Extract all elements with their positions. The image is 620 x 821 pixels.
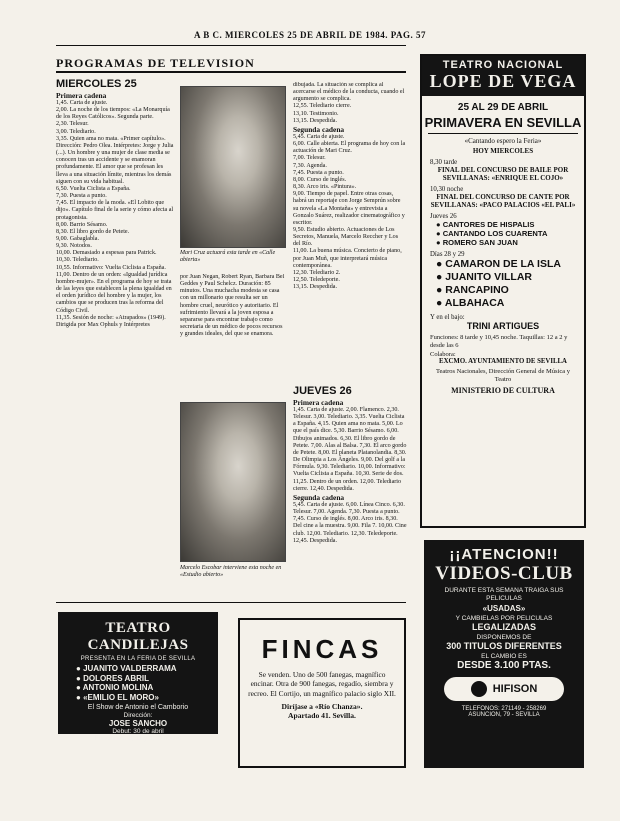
ad-line: DISPONEMOS DE: [476, 634, 532, 641]
ad-line: DURANTE ESTA SEMANA TRAIGA SUS PELICULAS: [444, 587, 564, 602]
brand-logo: [444, 677, 564, 701]
show-subtitle: «Cantando espero la Feria»: [464, 137, 542, 145]
day-title: JUEVES 26: [293, 385, 352, 397]
theater-label: TEATRO NACIONAL: [442, 59, 564, 71]
schedule: Funciones: 8 tarde y 10,45 noche. Taquillas: 12 a 2 y desde las 6: [430, 334, 568, 349]
ad-videos-club: [424, 540, 584, 768]
ad-dates: 25 AL 29 DE ABRIL: [457, 102, 549, 113]
debut-date: Debut: 30 de abril: [112, 728, 164, 735]
artist-item: ● RANCAPINO: [436, 284, 509, 296]
artist-item: ● JUANITO VILLAR: [436, 271, 532, 283]
listing: 8,00. Curso de inglés.: [293, 176, 347, 183]
collab-city: EXCMO. AYUNTAMIENTO DE SEVILLA: [439, 358, 567, 365]
ad-title: VIDEOS-CLUB: [435, 563, 573, 584]
listing: 12,50. Teledeporte.: [293, 277, 340, 284]
artist-item: ● ROMERO SAN JUAN: [436, 238, 518, 247]
brand-logo-icon: [471, 681, 487, 697]
ad-attention: ¡¡ATENCION!!: [449, 546, 559, 563]
bass-label: Y en el bajo:: [430, 314, 465, 321]
listing: 13,10. Testimonio.: [293, 110, 339, 117]
final-dance: FINAL DEL CONCURSO DE BAILE POR SEVILLANAS: «ENRIQUE EL COJO»: [437, 166, 569, 182]
time-label: 10,30 noche: [430, 186, 464, 193]
channel-title: Segunda cadena: [293, 124, 345, 134]
listing: 7,30. Agenda.: [293, 162, 327, 169]
photo-marcelo-escobar: [180, 402, 286, 562]
channel-title: Primera cadena: [293, 398, 344, 407]
artist-item: ● DOLORES ABRIL: [76, 673, 149, 683]
photo-caption: Mari Cruz actuará esta tarde en «Calle abierta»: [180, 250, 276, 264]
listing: 11,00. La buena música. Concierto de piano, por Juan Muñ, que interpretará música contemporánea.: [293, 248, 402, 269]
listing: 7,00. Telesur.: [293, 155, 326, 162]
tv-column-2-mid: [180, 274, 286, 394]
channel-title: Segunda cadena: [293, 492, 345, 502]
ad-fincas: [238, 618, 406, 768]
listing: 10,30. Telediario.: [56, 257, 99, 264]
director-name: JOSE SANCHO: [108, 719, 168, 728]
photo-caption: Marcelo Escobar interviene esta noche en «Estudio abierto»: [180, 565, 282, 579]
ad-line: EL CAMBIO ES: [481, 653, 527, 660]
today-label: HOY MIERCOLES: [472, 147, 534, 155]
ad-teatro-candilejas: [58, 612, 218, 742]
listing: 1,45. Carta de ajuste. 2,00. Flamenco. 2,30. Telesur. 3,00. Telediario. 3,35. Vuelta Ciclista a España. 4,15. Quien ama no mata. 5,00. Lo que el país dice. 5,30. Barrio Sésamo. 6,00. Dibujos animados. 6,30. El libro gordo de Petete. 7,00. Alas al Balsa. 7,30. El arco gordo de Petete. 8,00. El planeta Platanolandia. 8,30. De Olimpia a Los Ángeles. 9,00. Del golf a la Fórmula. 9,30. Telediario. 10,00. Informativo: Vuelta Ciclista a España. 10,30. Serie de dos. 11,25. Dentro de un orden. 12,00. Telediario cierre. 12,40. Despedida.: [293, 407, 407, 492]
tv-column-1: [56, 78, 174, 638]
photo-mari-cruz: [180, 86, 286, 248]
artist-item: ● ALBAHACA: [436, 297, 505, 309]
day-label: Jueves 26: [430, 213, 457, 220]
show-times: Funciones: 8, 11 y 1,30 noche: [94, 735, 182, 742]
final-song: FINAL DEL CONCURSO DE CANTE POR SEVILLANAS: «PACO PALACIOS «EL PALI»: [430, 193, 576, 209]
ad-phone: TELEFONOS: 271149 - 258269: [461, 706, 547, 712]
ad-price: DESDE 3.100 PTAS.: [457, 660, 551, 671]
ad-body: Se venden. Uno de 500 fanegas, magnífico encinar. Otra de 900 fanegas, regadío, siembra y recreo. El Cortijo, un magnífico palacio siglo XII.: [248, 670, 396, 698]
collab-label: Colabora:: [430, 351, 456, 358]
page-header: A B C. MIERCOLES 25 DE ABRIL DE 1984. PAG. 57: [193, 30, 427, 40]
show-title: PRIMAVERA EN SEVILLA: [424, 115, 582, 130]
ad-address: ASUNCION, 79 - SEVILLA: [468, 712, 540, 718]
listing: 12,55. Telediario cierre.: [293, 103, 352, 110]
listing: 2,00. La noche de los tiempos: «La Monarquía de los Reyes Católicos». Segunda parte.: [56, 107, 170, 121]
day-title: MIERCOLES 25: [56, 78, 137, 90]
ad-legal: LEGALIZADAS: [472, 622, 536, 632]
listing: 10,55. Informativo: Vuelta Ciclista a España.: [56, 264, 166, 271]
theater-name: LOPE DE VEGA: [429, 71, 577, 91]
ad-used: «USADAS»: [482, 604, 526, 613]
listing: 8,30. Arco iris. «Pintura».: [293, 184, 357, 191]
listing: 7,45. Puesta a punto.: [293, 169, 344, 176]
listing: 8,30. El libro gordo de Petete.: [56, 228, 130, 235]
listing: 5,45. Carta de ajuste.: [293, 133, 345, 140]
ad-contact: Diríjase a «Río Chanza».: [281, 702, 363, 712]
artist-item: ● CANTORES DE HISPALIS: [436, 220, 535, 229]
ad-presents: PRESENTA EN LA FERIA DE SEVILLA: [80, 656, 196, 662]
listing: 8,00. Barrio Sésamo.: [56, 221, 108, 228]
listing: 9,00. Gabaglabla.: [56, 235, 99, 242]
artist-item: ● CAMARON DE LA ISLA: [436, 258, 561, 270]
listing: 11,35. Sesión de noche: «Atrapados» (1949). Dirigida por Max Ophuls y Intérpretes: [56, 314, 166, 328]
artist-item: ● «EMILIO EL MORO»: [76, 692, 159, 702]
listing: por Juan Negan, Robert Ryan, Barbara Bel Geddes y Paul Schelcz. Duración: 85 minutos. Una muchacha modesta se casa con un millonario que resulta ser un hombre cruel, neurótico y autoritario. El sufrimiento llevará a la joven esposa a separarse para encontrar trabajo como secretaria de un médico de pocos recursos y grandes ideales, del que se enamora.: [180, 274, 285, 338]
section-rule: [56, 71, 406, 73]
listing: dibujada. La situación se complica al acercarse el médico de la conducta, cuando el argumento se complica.: [293, 82, 405, 103]
ad-titles: 300 TITULOS DIFERENTES: [446, 641, 562, 651]
time-label: 8,30 tarde: [430, 159, 458, 166]
listing: 7,30. Puesta a punto.: [56, 193, 107, 200]
artist-name: TRINI ARTIGUES: [466, 321, 540, 331]
listing: 13,15. Despedida.: [293, 284, 338, 291]
collab-theaters: Teatros Nacionales, Dirección General de Música y Teatro: [435, 368, 570, 383]
listing: 3,00. Telediario.: [56, 128, 96, 135]
listing: 13,15. Despedida.: [293, 117, 338, 124]
artist-item: ● CANTANDO LOS CUARENTA: [436, 229, 548, 238]
ministry: MINISTERIO DE CULTURA: [451, 386, 555, 395]
ad-line: Y CAMBIELAS POR PELICULAS: [455, 615, 553, 622]
tv-column-3: [293, 82, 407, 382]
brand-name: HIFISON: [492, 683, 538, 695]
ad-address: Apartado 41. Sevilla.: [288, 711, 356, 721]
listing: 11,00. Dentro de un orden: «Igualdad jurídica hombre-mujer». En el programa de hoy se trata de las leyes que establecen la plena igualdad en el orden jurídico del hombre y la mujer, los cambios que se producen tras la reforma del Código Civil.: [56, 271, 172, 314]
show-name: El Show de Antonio el Camborio: [87, 704, 189, 711]
artist-item: ● ANTONIO MOLINA: [76, 683, 154, 692]
header-rule: [56, 45, 406, 46]
listing: 2,30. Telesur.: [56, 121, 89, 128]
listing: 10,00. Demasiado a espesas para Patrick.: [56, 250, 157, 257]
direction-label: Dirección:: [123, 712, 153, 719]
listing: 9,00. Tiempo de papel. Entre otras cosas, habrá un reportaje con Jorge Semprún sobre su novela «La Montaña» y entrevista a Gonzalo Suárez, realizador cinematográfico y escritor.: [293, 191, 405, 226]
listing: 6,00. Calle abierta. El programa de hoy con la actuación de Mari Cruz.: [293, 141, 406, 155]
listing: 1,45. Carta de ajuste.: [56, 100, 108, 106]
artist-item: ● JUANITO VALDERRAMA: [76, 664, 177, 673]
listing: 3,35. Quien ama no mata. «Primer capítulo». Dirección: Pedro Olea. Intérpretes: Jorge y Julia (...). Un hombre y una mujer de clase media se conocen tras un accidente y se enamoran profundamente. El amor que se profesan les lleva a una situación límite, mientras los demás siguen con su vida habitual.: [56, 135, 174, 185]
ad-title: FINCAS: [261, 634, 383, 664]
listing: 12,30. Telediario 2.: [293, 269, 341, 276]
listing: 9,50. Estudio abierto. Actuaciones de Los Secretos, Manuela, Marcelo Reccher y Los del Río.: [293, 226, 399, 248]
tv-column-3-thursday: [293, 385, 407, 595]
channel-title: Primera cadena: [56, 91, 107, 100]
listing: 9,30. Notodos.: [56, 243, 92, 250]
ad-title: TEATRO CANDILEJAS: [87, 620, 189, 653]
day-label: Días 28 y 29: [430, 251, 465, 258]
listing: 6,50. Vuelta Ciclista a España.: [56, 185, 131, 192]
ad-lope-de-vega: [420, 54, 586, 528]
bottom-rule: [56, 602, 406, 603]
listing: 5,45. Carta de ajuste. 6,00. Línea Cinco. 6,30. Telesur. 7,00. Agenda. 7,30. Puesta a punto. 7,45. Curso de inglés. 8,00. Arco iris. 8,30. Del cine a la muestra. 9,00. Fila 7. 10,00. Cine club. 12,00. Telediario. 12,30. Teledeporte. 12,45. Despedida.: [293, 501, 407, 544]
section-title: PROGRAMAS DE TELEVISION: [56, 56, 255, 70]
listing: 7,45. El impacto de la moda. «El Lobito que dijo». Capítulo final de la serie y cómo afecta al protagonista.: [56, 200, 174, 221]
